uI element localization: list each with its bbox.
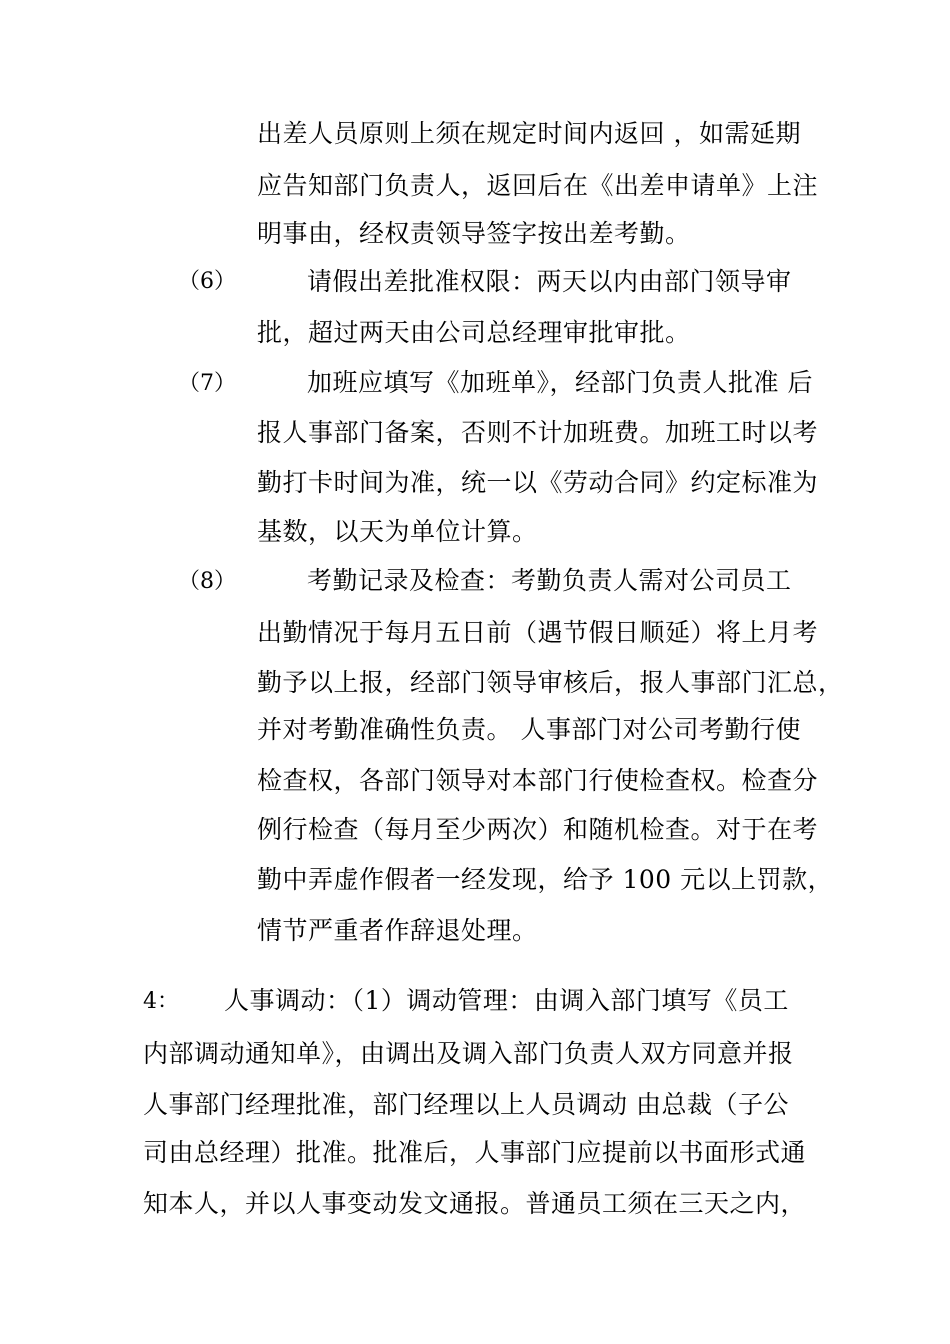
text-line: 内部调动通知单》，由调出及调入部门负责人双方同意并报 <box>143 1039 794 1068</box>
text-line: 报人事部门备案，否则不计加班费。加班工时以考 <box>257 418 819 447</box>
list-item-marker: （6） <box>178 269 236 294</box>
text-line: 考勤记录及检查：考勤负责人需对公司员工 <box>307 566 792 595</box>
text-line: 请假出差批准权限：两天以内由部门领导审 <box>307 267 792 296</box>
text-line: 勤打卡时间为准，统一以《劳动合同》约定标准为 <box>257 468 819 497</box>
text-line: 批，超过两天由公司总经理审批审批。 <box>257 318 691 347</box>
text-line: 出差人员原则上须在规定时间内返回 ，如需延期 <box>257 119 801 148</box>
section-number: 4： <box>143 989 179 1014</box>
text-line: 人事部门经理批准，部门经理以上人员调动 由总裁（子公 <box>143 1090 789 1119</box>
text-line: 情节严重者作辞退处理。 <box>257 916 538 945</box>
text-line: 知本人，并以人事变动发文通报。普通员工须在三天之内， <box>143 1189 807 1218</box>
text-line: 明事由，经权责领导签字按出差考勤。 <box>257 219 691 248</box>
list-item-marker: （8） <box>178 569 236 594</box>
text-line: 例行检查（每月至少两次）和随机检查。对于在考 <box>257 815 819 844</box>
list-item-marker: （7） <box>178 371 236 396</box>
text-line: 勤中弄虚作假者一经发现，给予 100 元以上罚款， <box>257 865 834 894</box>
text-line: 应告知部门负责人，返回后在《出差申请单》上注 <box>257 171 819 200</box>
text-line: 人事调动：（1）调动管理：由调入部门填写《员工 <box>224 986 789 1015</box>
text-line: 检查权，各部门领导对本部门行使检查权。检查分 <box>257 766 819 795</box>
text-line: 加班应填写《加班单》，经部门负责人批准 后 <box>307 368 813 397</box>
text-line: 基数，以天为单位计算。 <box>257 517 538 546</box>
text-line: 并对考勤准确性负责。 人事部门对公司考勤行使 <box>257 715 801 744</box>
text-line: 司由总经理）批准。批准后，人事部门应提前以书面形式通 <box>143 1138 807 1167</box>
text-line: 出勤情况于每月五日前（遇节假日顺延）将上月考 <box>257 618 819 647</box>
text-line: 勤予以上报，经部门领导审核后，报人事部门汇总， <box>257 668 844 697</box>
